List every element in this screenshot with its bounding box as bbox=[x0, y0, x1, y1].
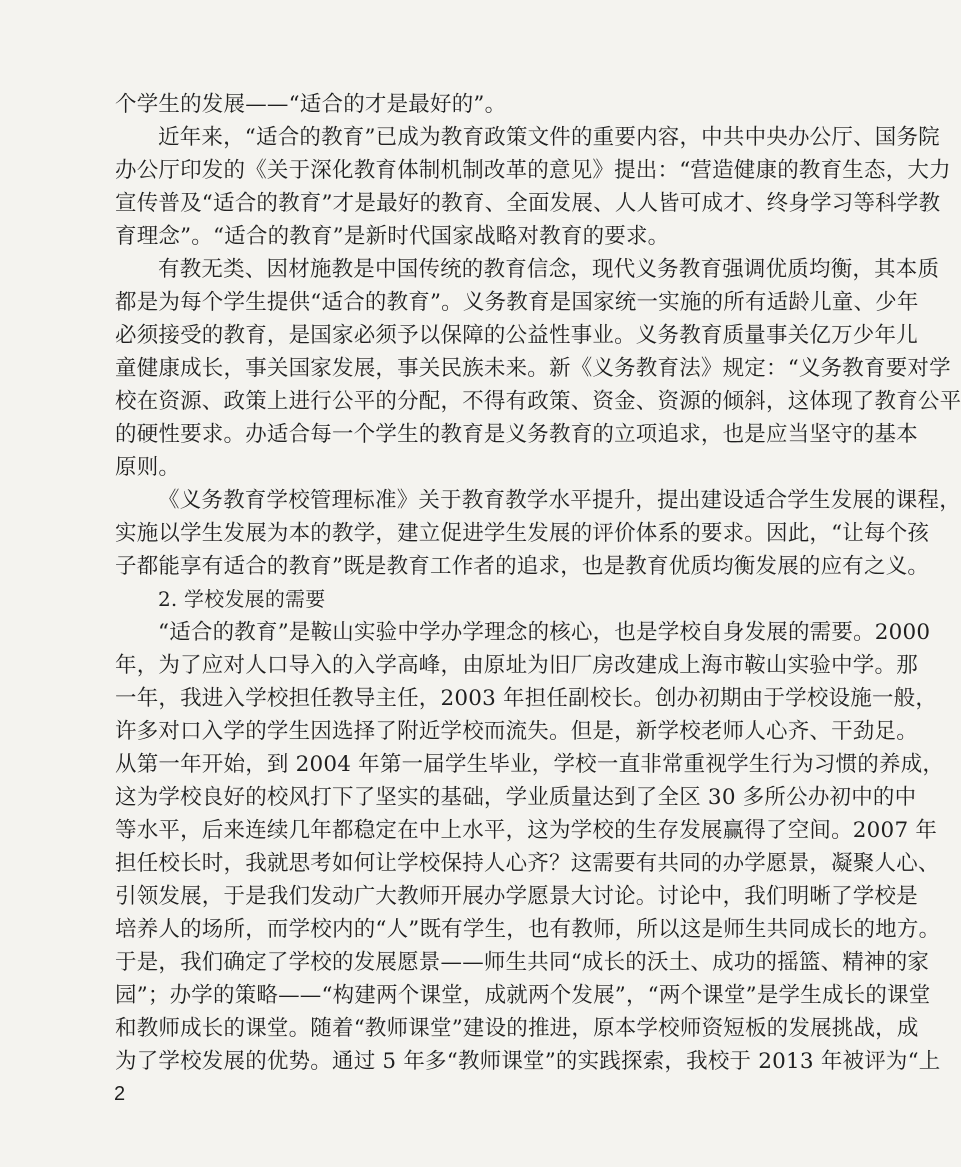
text-line-22: 这为学校良好的校风打下了坚实的基础，学业质量达到了全区 30 多所公办初中的中 bbox=[115, 785, 917, 810]
text-line-26: 培养人的场所，而学校内的“人”既有学生，也有教师，所以这是师生共同成长的地方。 bbox=[115, 917, 941, 942]
text-line-3: 办公厅印发的《关于深化教育体制机制改革的意见》提出：“营造健康的教育生态，大力 bbox=[115, 158, 951, 183]
text-line-29: 和教师成长的课堂。随着“教师课堂”建设的推进，原本学校师资短板的发展挑战，成 bbox=[115, 1016, 919, 1041]
text-line-30: 为了学校发展的优势。通过 5 年多“教师课堂”的实践探索，我校于 2013 年被评为“上 bbox=[115, 1049, 941, 1074]
text-line-11: 的硬性要求。办适合每一个学生的教育是义务教育的立项追求，也是应当坚守的基本 bbox=[115, 422, 918, 447]
text-line-10: 校在资源、政策上进行公平的分配，不得有政策、资金、资源的倾斜，这体现了教育公平 bbox=[115, 389, 961, 414]
page-number: 2 bbox=[114, 1083, 126, 1105]
text-line-9: 童健康成长，事关国家发展，事关民族未来。新《义务教育法》规定：“义务教育要对学 bbox=[115, 356, 951, 381]
text-line-17: “适合的教育”是鞍山实验中学办学理念的核心，也是学校自身发展的需要。2000 bbox=[158, 620, 931, 645]
text-line-7: 都是为每个学生提供“适合的教育”。义务教育是国家统一实施的所有适龄儿童、少年 bbox=[115, 290, 919, 315]
text-line-18: 年，为了应对人口导入的入学高峰，由原址为旧厂房改建成上海市鞍山实验中学。那 bbox=[115, 653, 918, 678]
text-line-24: 担任校长时，我就思考如何让学校保持人心齐？这需要有共同的办学愿景，凝聚人心、 bbox=[115, 851, 940, 876]
text-line-6: 有教无类、因材施教是中国传统的教育信念，现代义务教育强调优质均衡，其本质 bbox=[158, 257, 940, 282]
text-line-8: 必须接受的教育，是国家必须予以保障的公益性事业。义务教育质量事关亿万少年儿 bbox=[115, 323, 918, 348]
section-heading: 2. 学校发展的需要 bbox=[158, 587, 326, 611]
text-line-12: 原则。 bbox=[115, 455, 181, 480]
text-line-14: 实施以学生发展为本的教学，建立促进学生发展的评价体系的要求。因此，“让每个孩 bbox=[115, 521, 930, 546]
text-line-27: 于是，我们确定了学校的发展愿景——师生共同“成长的沃土、成功的摇篮、精神的家 bbox=[115, 950, 930, 975]
text-line-1: 个学生的发展——“适合的才是最好的”。 bbox=[115, 92, 507, 117]
text-line-13: 《义务教育学校管理标准》关于教育教学水平提升，提出建设适合学生发展的课程， bbox=[158, 488, 961, 513]
text-line-19: 一年，我进入学校担任教导主任，2003 年担任副校长。创办初期由于学校设施一般， bbox=[115, 686, 938, 711]
text-line-25: 引领发展，于是我们发动广大教师开展办学愿景大讨论。讨论中，我们明晰了学校是 bbox=[115, 884, 918, 909]
text-line-21: 从第一年开始，到 2004 年第一届学生毕业，学校一直非常重视学生行为习惯的养成， bbox=[115, 752, 945, 777]
text-line-5: 育理念”。“适合的教育”是新时代国家战略对教育的要求。 bbox=[115, 224, 670, 249]
text-line-4: 宣传普及“适合的教育”才是最好的教育、全面发展、人人皆可成才、终身学习等科学教 bbox=[115, 191, 941, 216]
text-line-20: 许多对口入学的学生因选择了附近学校而流失。但是，新学校老师人心齐、干劲足。 bbox=[115, 719, 918, 744]
text-line-2: 近年来，“适合的教育”已成为教育政策文件的重要内容，中共中央办公厅、国务院 bbox=[158, 125, 940, 150]
text-line-23: 等水平，后来连续几年都稳定在中上水平，这为学校的生存发展赢得了空间。2007 年 bbox=[115, 818, 938, 843]
text-line-28: 园”；办学的策略——“构建两个课堂，成就两个发展”，“两个课堂”是学生成长的课堂 bbox=[115, 983, 931, 1008]
text-line-15: 子都能享有适合的教育”既是教育工作者的追求，也是教育优质均衡发展的应有之义。 bbox=[115, 554, 930, 579]
